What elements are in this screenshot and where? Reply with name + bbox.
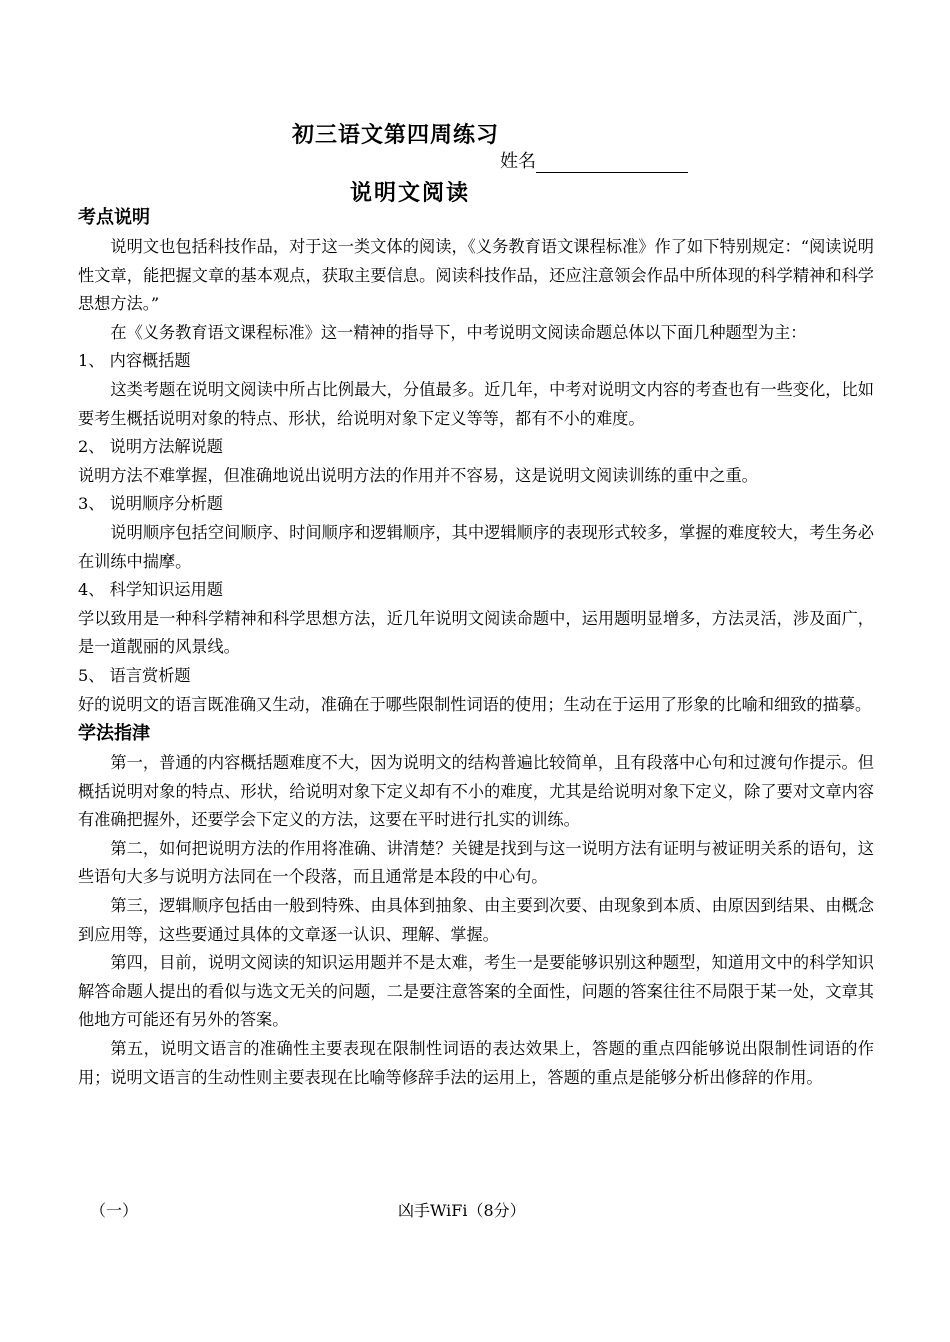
paragraph: 第四，目前，说明文阅读的知识运用题并不是太难，考生一是要能够识别这种题型，知道用文中的科学知识解答命题人提出的看似与选文无关的问题，二是要注意答案的全面性，问题的答案往往不局限于某一处，文章其他地方可能还有另外的答案。 [78,953,874,1030]
list-item-label: 4、 科学知识运用题 [78,580,223,600]
paragraph: 在《义务教育语文课程标准》这一精神的指导下，中考说明文阅读命题总体以下面几种题型为主： [110,322,807,342]
list-item-text: 说明顺序包括空间顺序、时间顺序和逻辑顺序，其中逻辑顺序的表现形式较多，掌握的难度较大，考生务必在训练中揣摩。 [78,522,874,571]
passage-title: 凶手WiFi（8分） [398,1201,526,1220]
list-item-text: 学以致用是一种科学精神和科学思想方法，近几年说明文阅读命题中，运用题明显增多，方法灵活，涉及面广，是一道靓丽的风景线。 [78,608,874,657]
name-blank-line [536,154,688,173]
list-item-text: 这类考题在说明文阅读中所占比例最大，分值最多。近几年，中考对说明文内容的考查也有一些变化，比如要考生概括说明对象的特点、形状，给说明对象下定义等等，都有不小的难度。 [78,379,874,428]
list-item-label: 2、 说明方法解说题 [78,437,223,457]
paragraph: 第五，说明文语言的准确性主要表现在限制性词语的表达效果上，答题的重点四能够说出限制性词语的作用；说明文语言的生动性则主要表现在比喻等修辞手法的运用上，答题的重点是能够分析出修辞的作用。 [78,1039,874,1087]
paragraph: 说明文也包括科技作品，对于这一类文体的阅读，《义务教育语文课程标准》作了如下特别规定：“阅读说明性文章，能把握文章的基本观点，获取主要信息。阅读科技作品，还应注意领会作品中所体现的科学精神和科学思想方法。” [78,237,874,314]
name-label: 姓名 [500,151,536,172]
section-heading-study-guide: 学法指津 [78,723,150,745]
list-item-text: 说明方法不难掌握，但准确地说出说明方法的作用并不容易，这是说明文阅读训练的重中之重。 [78,465,758,485]
list-item-label: 1、 内容概括题 [78,351,191,371]
document-body [78,203,874,1092]
part-number: （一） [90,1201,139,1220]
name-field [500,147,688,173]
paragraph: 第二，如何把说明方法的作用将准确、讲清楚？关键是找到与这一说明方法有证明与被证明关系的语句，这些语句大多与说明方法同在一个段落，而且通常是本段的中心句。 [78,838,874,887]
list-item-label: 3、 说明顺序分析题 [78,494,223,514]
paragraph: 第一，普通的内容概括题难度不大，因为说明文的结构普遍比较简单，且有段落中心句和过渡句作提示。但概括说明对象的特点、形状，给说明对象下定义却有不小的难度，尤其是给说明对象下定义，除了要对文章内容有准确把握外，还要学会下定义的方法，这要在平时进行扎实的训练。 [78,753,874,830]
page-title: 初三语文第四周练习 [292,122,500,148]
section-heading-exam-points: 考点说明 [78,207,150,228]
paragraph: 第三，逻辑顺序包括由一般到特殊、由具体到抽象、由主要到次要、由现象到本质、由原因到结果、由概念到应用等，这些要通过具体的文章逐一认识、理解、掌握。 [78,896,874,944]
page-subtitle: 说明文阅读 [350,180,471,206]
list-item-label: 5、 语言赏析题 [78,665,191,685]
list-item-text: 好的说明文的语言既准确又生动，准确在于哪些限制性词语的使用；生动在于运用了形象的比喻和细致的描摹。 [78,694,872,714]
